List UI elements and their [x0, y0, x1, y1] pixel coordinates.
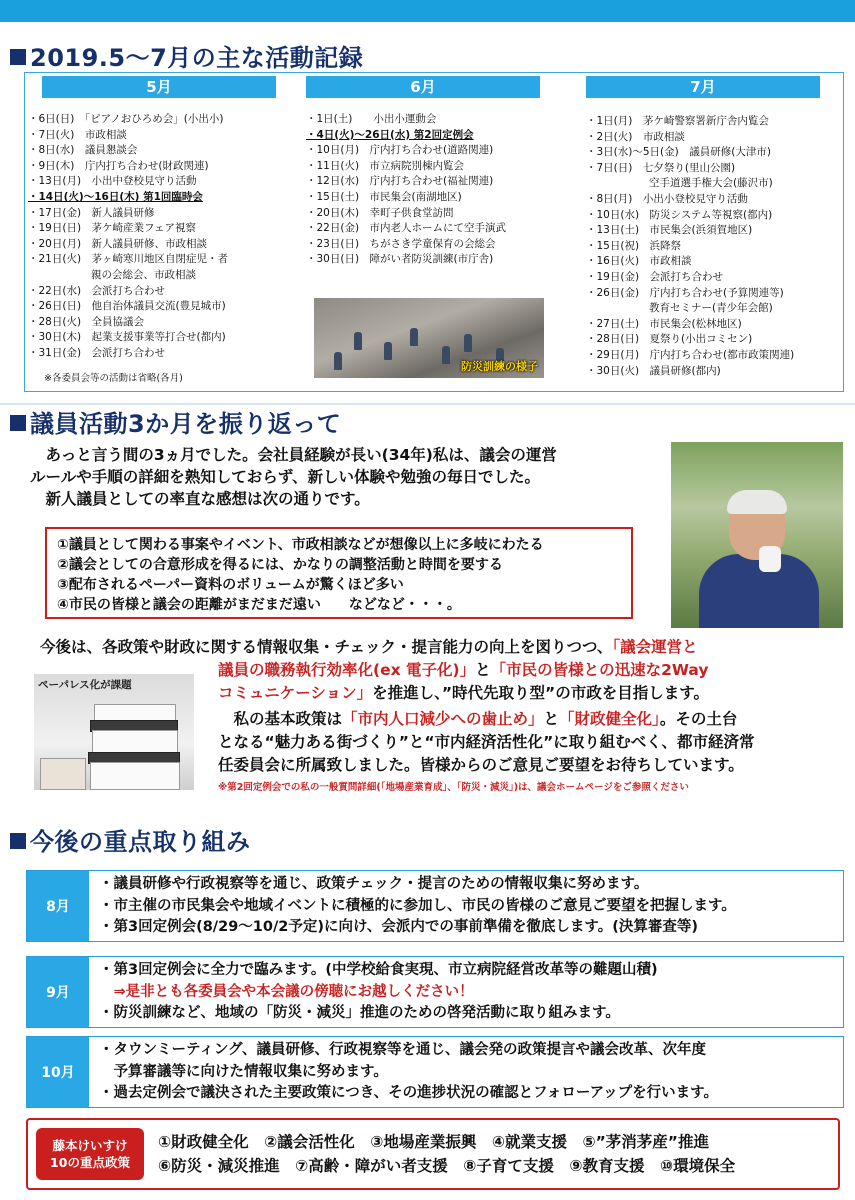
activity-item: ・19日(金) 会派打ち合わせ — [586, 270, 724, 283]
section-title-review — [10, 404, 341, 439]
impression-item: ③配布されるペーパー資料のボリュームが驚くほど多い — [57, 577, 404, 593]
intro-line: あっと言う間の3ヵ月でした。会社員経験が長い(34年)私は、議会の運営 — [30, 446, 557, 464]
policies-label-title: 10の重点政策 — [50, 1155, 130, 1170]
month-header: 6月 — [306, 76, 540, 98]
plan-row-september — [26, 956, 844, 1028]
square-bullet-icon — [10, 833, 26, 849]
activity-item: ・13日(月) 小出中登校見守り活動 — [28, 175, 197, 188]
activity-item: ・2日(火) 市政相談 — [586, 130, 685, 143]
activity-item: 親の会総会、市政相談 — [28, 268, 196, 281]
activity-item: ・4日(火)～26日(水) 第2回定例会 — [306, 128, 474, 141]
plan-line: ⇒是非とも各委員会や本会議の傍聴にお越しください！ — [99, 983, 474, 1000]
question-note: ※第2回定例会での私の一般質問詳細(「地場産業育成」、「防災・減災」)は、議会ホームページをご参照ください — [218, 782, 689, 793]
activity-item: ・7日(火) 市政相談 — [28, 128, 127, 141]
activity-item: ・8日(水) 議員懇談会 — [28, 144, 138, 157]
square-bullet-icon — [10, 415, 26, 431]
activity-item: ・10日(月) 庁内打ち合わせ(道路関連) — [306, 144, 494, 157]
activity-item: ・12日(水) 庁内打ち合わせ(福祉関連) — [306, 175, 494, 188]
photo-caption: 防災訓練の様子 — [461, 360, 538, 373]
month-column-may — [28, 76, 286, 362]
activity-item: ・13日(土) 市民集会(浜須賀地区) — [586, 224, 753, 237]
activity-item: ・28日(日) 夏祭り(小出コミセン) — [586, 333, 753, 346]
activity-item: ・10日(水) 防災システム等視察(都内) — [586, 208, 773, 221]
ten-policies-box — [26, 1118, 840, 1190]
intro-line: ルールや手順の詳細を熟知しておらず、新しい体験や勉強の毎日でした。 — [30, 468, 540, 486]
activity-item: 空手道選手権大会(藤沢市) — [586, 177, 773, 190]
impressions-box — [45, 527, 633, 619]
activity-item: ・11日(火) 市立病院別棟内覧会 — [306, 159, 465, 172]
activity-item: ・30日(火) 議員研修(都内) — [586, 364, 721, 377]
plan-line: ・過去定例会で議決された主要政策につき、その進捗状況の確認とフォローアップを行います。 — [99, 1085, 719, 1101]
section-title-priorities — [10, 822, 251, 857]
activity-list — [586, 114, 844, 379]
activity-item: ・16日(火) 市政相談 — [586, 255, 692, 268]
activity-item: ・26日(日) 他自治体議員交流(豊見城市) — [28, 300, 226, 313]
plan-body — [99, 960, 839, 1025]
plan-month-label: 10月 — [27, 1037, 89, 1107]
plan-month-label: 8月 — [27, 871, 89, 941]
plan-row-october — [26, 1036, 844, 1108]
footnote-committee: ※各委員会等の活動は省略(各月) — [44, 373, 183, 384]
para-line: 議員の職務執行効率化(ex 電子化)」と「市民の皆様との迅速な2Way — [218, 661, 709, 679]
activity-item: ・8日(月) 小出小登校見守り活動 — [586, 192, 748, 205]
impression-item: ①議員として関わる事案やイベント、市政相談などが想像以上に多岐にわたる — [57, 537, 544, 553]
activity-item: ・15日(土) 市民集会(南湖地区) — [306, 190, 462, 203]
section-title-activity-record — [10, 38, 363, 73]
intro-line: 新人議員としての率直な感想は次の通りです。 — [30, 490, 370, 508]
activity-list — [28, 112, 286, 362]
policies-line: ⑥防災・減災推進 ⑦高齢・障がい者支援 ⑧子育て支援 ⑨教育支援 ⑩環境保全 — [158, 1157, 736, 1175]
activity-item: ・1日(月) 茅ケ崎警察署新庁舎内覧会 — [586, 115, 769, 127]
para-line: 任委員会に所属致しました。皆様からのご意見ご要望をお待ちしています。 — [218, 756, 744, 774]
activity-item: ・22日(水) 会派打ち合わせ — [28, 284, 166, 297]
paper-stack-photo — [34, 674, 194, 790]
activity-item: ・30日(日) 障がい者防災訓練(市庁舎) — [306, 253, 494, 266]
activity-item: ・22日(金) 市内老人ホームにて空手演武 — [306, 222, 507, 235]
top-accent-bar — [0, 0, 855, 22]
plan-line: ・市主催の市民集会や地域イベントに積極的に参加し、市民の皆様のご意見ご要望を把握します。 — [99, 897, 736, 914]
activity-item: ・31日(金) 会派打ち合わせ — [28, 346, 166, 359]
activity-item: ・17日(金) 新人議員研修 — [28, 206, 155, 219]
impression-item: ④市民の皆様と議会の距離がまだまだ遠い などなど・・・。 — [57, 597, 461, 613]
intro-paragraph — [30, 444, 660, 510]
disaster-drill-photo — [314, 298, 544, 378]
activity-item: ・3日(水)～5日(金) 議員研修(大津市) — [586, 146, 771, 159]
activity-item: ・21日(火) 茅ヶ崎寒川地区自閉症児・者 — [28, 253, 229, 266]
policies-list — [158, 1130, 735, 1178]
plan-month-label: 9月 — [27, 957, 89, 1027]
plan-line: ・タウンミーティング、議員研修、行政視察等を通じ、議会発の政策提言や議会改革、次年度 — [99, 1042, 706, 1058]
activity-list — [306, 112, 566, 268]
plan-line: ・防災訓練など、地域の「防災・減災」推進のための啓発活動に取り組みます。 — [99, 1005, 620, 1021]
activity-item: 教育セミナー(青少年会館) — [586, 302, 773, 315]
activity-item: ・30日(木) 起業支援事業等打合せ(都内) — [28, 331, 226, 344]
section-title-text: 議員活動3か月を振り返って — [30, 410, 342, 438]
activity-item: ・23日(日) ちがさき学童保育の会総会 — [306, 237, 496, 250]
plan-line: ・第3回定例会(8/29～10/2予定)に向け、会派内での事前準備を徹底します。(決算審査等) — [99, 919, 698, 935]
activity-item: ・26日(金) 庁内打ち合わせ(予算関連等) — [586, 286, 784, 299]
activity-item: ・29日(月) 庁内打ち合わせ(都市政策関連) — [586, 348, 795, 361]
para-line: となる“魅力ある街づくり”と“市内経済活性化”に取り組むべく、都市経済常 — [218, 733, 755, 751]
activity-item: ・9日(木) 庁内打ち合わせ(財政関連) — [28, 159, 209, 172]
month-column-june — [306, 76, 566, 268]
para-line: コミュニケーション」を推進し、”時代先取り型”の市政を目指します。 — [218, 684, 709, 702]
activity-item: ・20日(月) 新人議員研修、市政相談 — [28, 237, 208, 250]
activity-item: ・28日(火) 全員協議会 — [28, 315, 145, 328]
activity-item: ・1日(土) 小出小運動会 — [306, 113, 437, 125]
para-line: 今後は、各政策や財政に関する情報収集・チェック・提言能力の向上を図りつつ、「議会運営と — [40, 638, 698, 656]
plan-body — [99, 1040, 839, 1105]
policies-line: ①財政健全化 ②議会活性化 ③地場産業振興 ④就業支援 ⑤”茅消茅産”推進 — [158, 1133, 709, 1151]
impression-item: ②議会としての合意形成を得るには、かなりの調整活動と時間を要する — [57, 557, 503, 573]
activity-item: ・27日(土) 市民集会(松林地区) — [586, 317, 742, 330]
plan-line: ・第3回定例会に全力で臨みます。(中学校給食実現、市立病院経営改革等の難題山積) — [99, 962, 658, 978]
activity-item: ・20日(木) 幸町子供食堂訪問 — [306, 206, 454, 219]
plan-line: ・議員研修や行政視察等を通じ、政策チェック・提言のための情報収集に努めます。 — [99, 876, 649, 892]
activity-item: ・7日(日) 七夕祭り(里山公園) — [586, 161, 736, 174]
para-line: 私の基本政策は「市内人口減少への歯止め」と「財政健全化」。その土台 — [218, 710, 738, 728]
month-column-july — [586, 76, 844, 379]
plan-row-august — [26, 870, 844, 942]
photo-label: ペーパレス化が課題 — [38, 679, 132, 691]
activity-item: ・6日(日) 「ピアノおひろめ会」(小出小) — [28, 113, 224, 125]
section-title-text: 今後の重点取り組み — [30, 828, 251, 856]
month-header: 5月 — [42, 76, 276, 98]
policies-label — [36, 1128, 144, 1180]
policies-label-name: 藤本けいすけ — [52, 1138, 128, 1153]
activity-item: ・15日(祝) 浜降祭 — [586, 239, 682, 252]
square-bullet-icon — [10, 49, 26, 65]
activity-item: ・19日(日) 茅ケ崎産業フェア視察 — [28, 222, 197, 235]
plan-body — [99, 874, 839, 939]
month-header: 7月 — [586, 76, 820, 98]
speaker-portrait-photo — [671, 442, 843, 628]
section-title-text: 2019.5～7月の主な活動記録 — [30, 44, 364, 72]
activity-item: ・14日(火)～16日(木) 第1回臨時会 — [28, 190, 203, 203]
plan-line: 予算審議等に向けた情報収集に努めます。 — [99, 1063, 388, 1080]
